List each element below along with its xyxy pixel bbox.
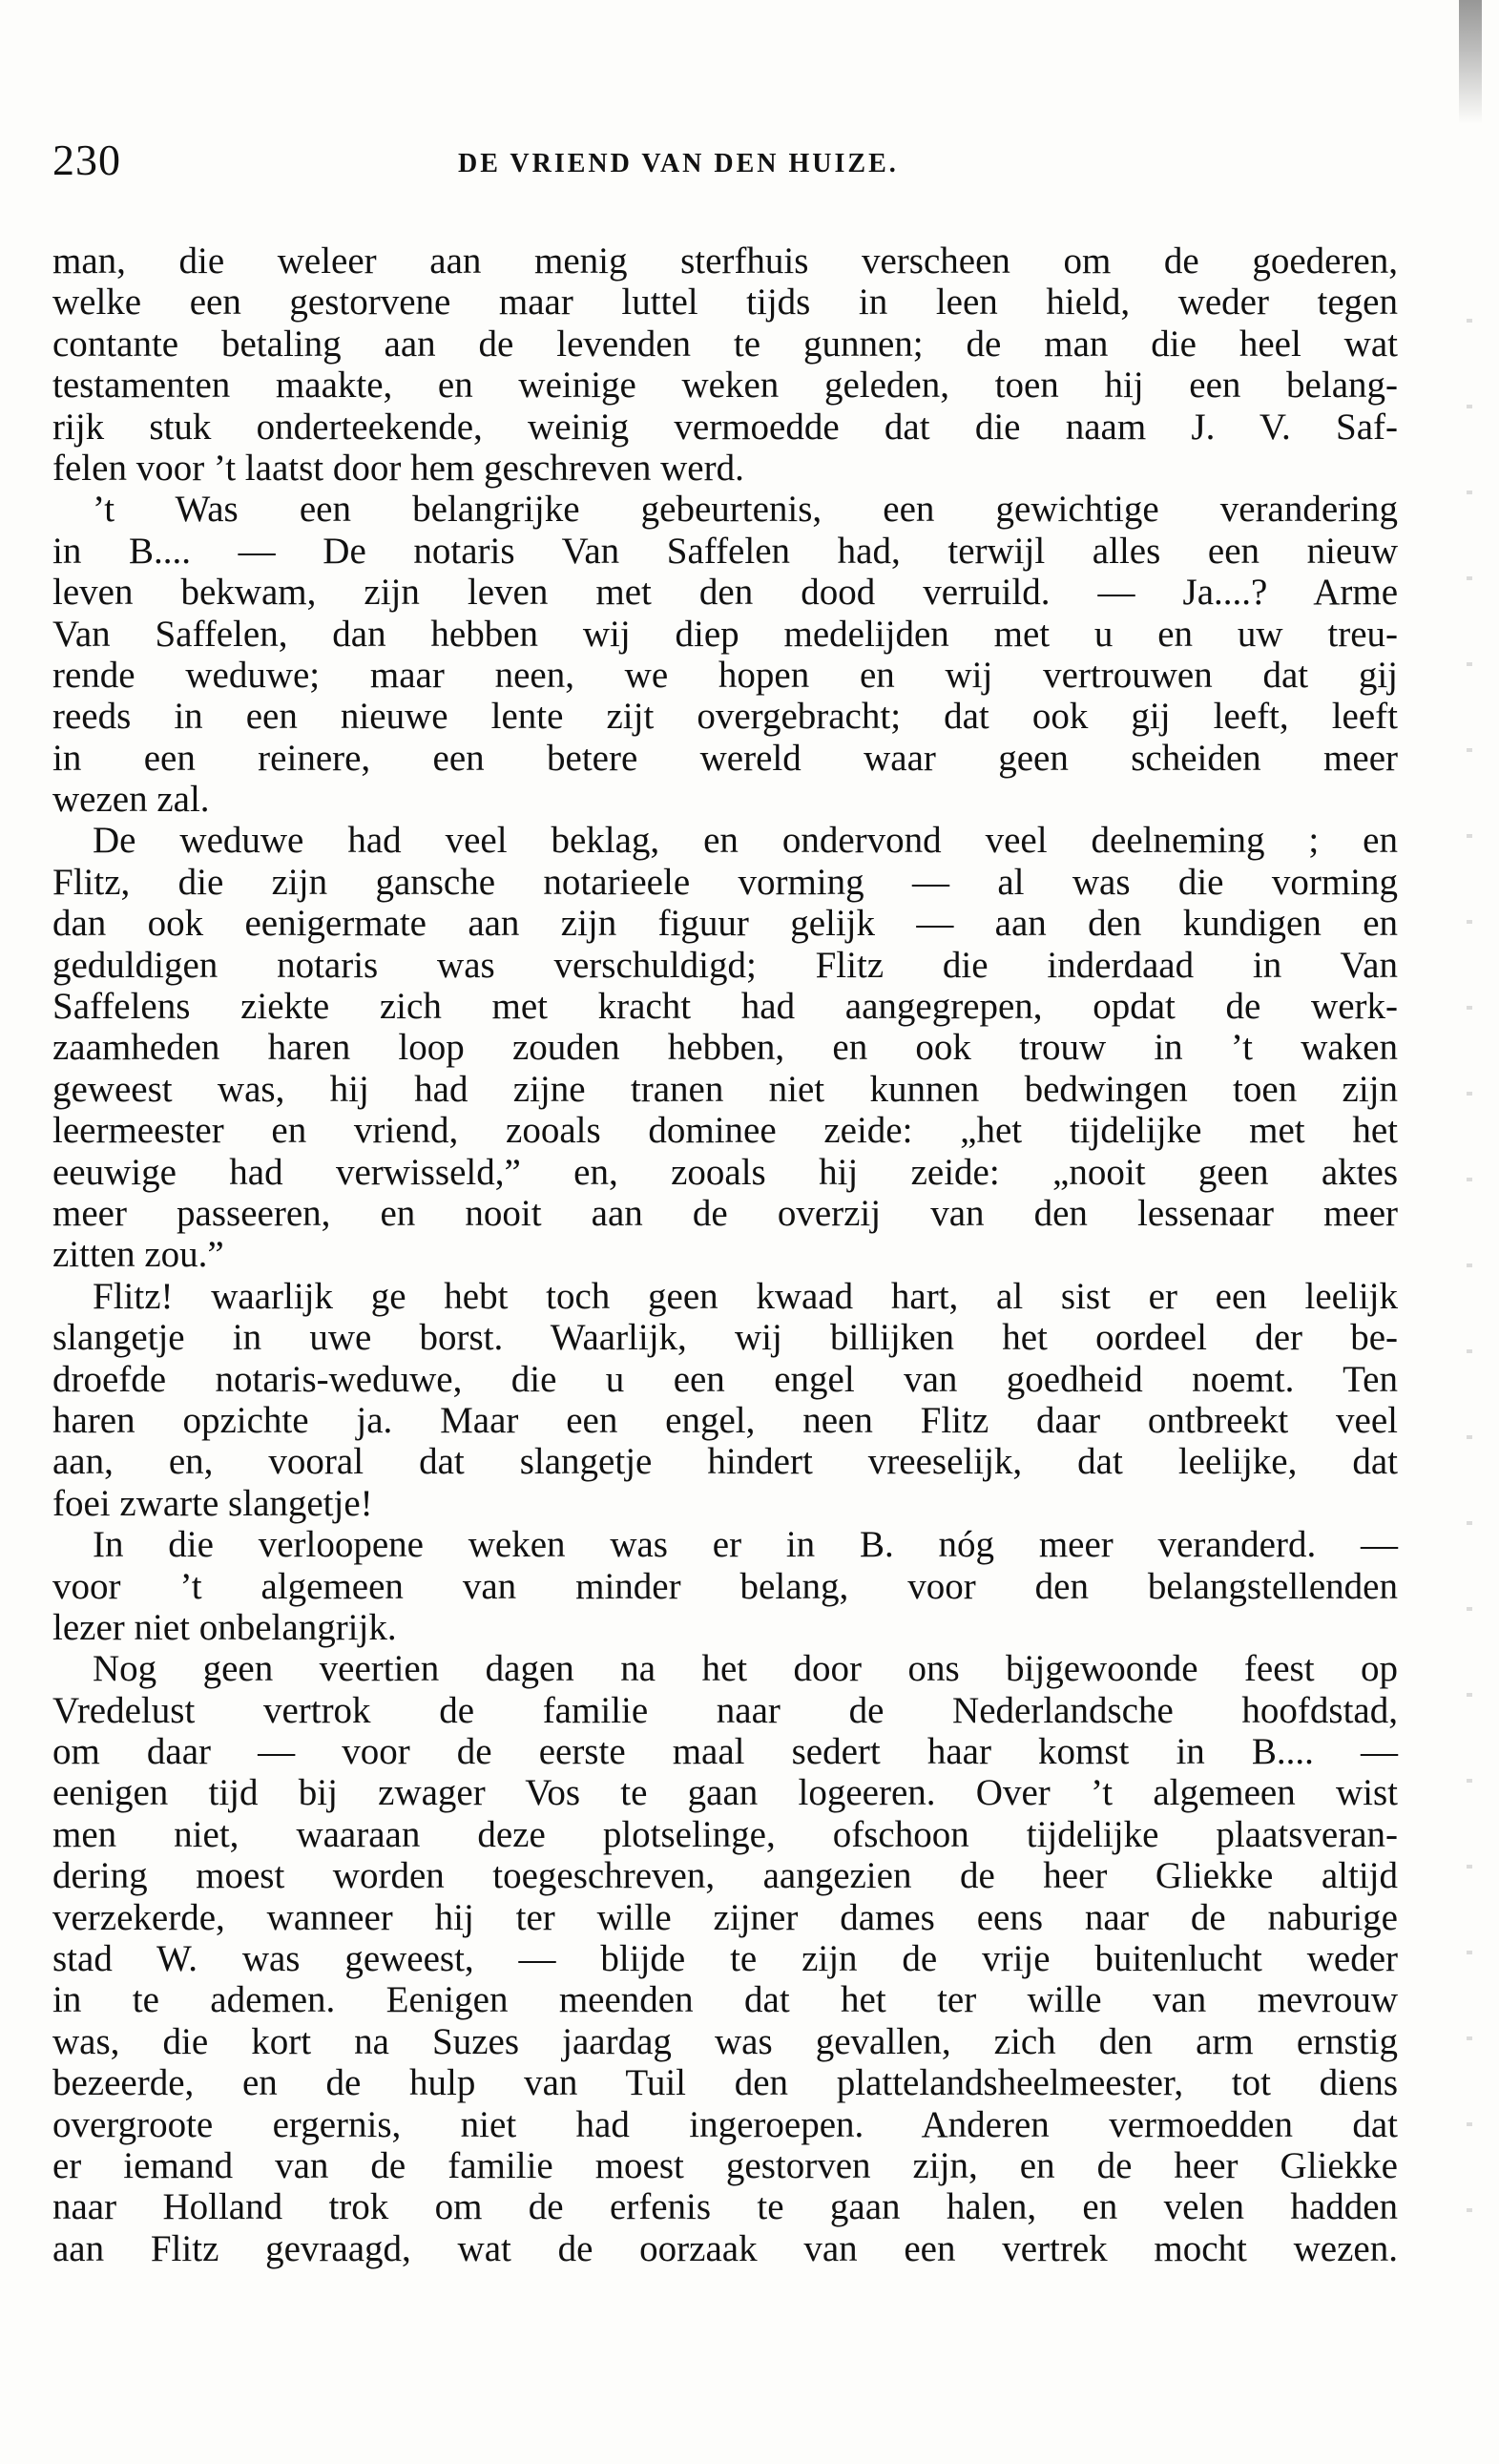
text-line: aan, en, vooral dat slangetje hindert vreeselijk, dat leelijke, dat: [52, 1441, 1398, 1483]
text-line: voor ’t algemeen van minder belang, voor den belangstellenden: [52, 1565, 1398, 1607]
text-line: aan Flitz gevraagd, wat de oorzaak van een vertrek mocht wezen.: [52, 2227, 1398, 2269]
text-line: dering moest worden toegeschreven, aangezien de heer Gliekke altijd: [52, 1855, 1398, 1897]
text-line: Flitz! waarlijk ge hebt toch geen kwaad hart, al sist er een leelijk: [93, 1275, 1398, 1317]
text-line: in een reinere, een betere wereld waar geen scheiden meer: [52, 737, 1398, 779]
text-line: in B.... — De notaris Van Saffelen had, terwijl alles een nieuw: [52, 530, 1398, 572]
text-line: geduldigen notaris was verschuldigd; Flitz die inderdaad in Van: [52, 944, 1398, 986]
text-line: slangetje in uwe borst. Waarlijk, wij billijken het oordeel der be-: [52, 1317, 1398, 1359]
text-line: Nog geen veertien dagen na het door ons bijgewoonde feest op: [93, 1648, 1398, 1690]
text-line: naar Holland trok om de erfenis te gaan halen, en velen hadden: [52, 2186, 1398, 2228]
text-line: eenigen tijd bij zwager Vos te gaan logeeren. Over ’t algemeen wist: [52, 1772, 1398, 1814]
text-line: Van Saffelen, dan hebben wij diep medelijden met u en uw treu-: [52, 613, 1398, 655]
text-line: Flitz, die zijn gansche notarieele vorming — al was die vorming: [52, 861, 1398, 903]
text-line: stad W. was geweest, — blijde te zijn de vrije buitenlucht weder: [52, 1938, 1398, 1980]
text-line: foei zwarte slangetje!: [52, 1482, 373, 1524]
page-edge-shadow: [1459, 0, 1482, 124]
text-line: reeds in een nieuwe lente zijt overgebracht; dat ook gij leeft, leeft: [52, 696, 1398, 738]
text-line: welke een gestorvene maar luttel tijds in leen hield, weder tegen: [52, 282, 1398, 324]
text-line: man, die weleer aan menig sterfhuis verscheen om de goederen,: [52, 240, 1398, 282]
page-number: 230: [52, 136, 121, 184]
text-line: meer passeeren, en nooit aan de overzij van den lessenaar meer: [52, 1192, 1398, 1234]
text-line: dan ook eenigermate aan zijn figuur gelijk — aan den kundigen en: [52, 903, 1398, 945]
text-line: haren opzichte ja. Maar een engel, neen Flitz daar ontbreekt veel: [52, 1399, 1398, 1441]
text-line: geweest was, hij had zijne tranen niet kunnen bedwingen toen zijn: [52, 1068, 1398, 1110]
text-line: contante betaling aan de levenden te gunnen; de man die heel wat: [52, 323, 1398, 365]
text-line: Vredelust vertrok de familie naar de Nederlandsche hoofdstad,: [52, 1689, 1398, 1731]
text-line: er iemand van de familie moest gestorven zijn, en de heer Gliekke: [52, 2144, 1398, 2186]
text-line: overgroote ergernis, niet had ingeroepen. Anderen vermoedden dat: [52, 2103, 1398, 2145]
text-line: lezer niet onbelangrijk.: [52, 1606, 397, 1648]
text-line: leermeester en vriend, zooals dominee zeide: „het tijdelijke met het: [52, 1110, 1398, 1152]
text-line: eeuwige had verwisseld,” en, zooals hij zeide: „nooit geen aktes: [52, 1151, 1398, 1193]
text-line: felen voor ’t laatst door hem geschreven werd.: [52, 447, 744, 489]
text-line: was, die kort na Suzes jaardag was gevallen, zich den arm ernstig: [52, 2020, 1398, 2062]
body-text: [52, 240, 1398, 2269]
text-line: rende weduwe; maar neen, we hopen en wij vertrouwen dat gij: [52, 654, 1398, 696]
text-line: zitten zou.”: [52, 1234, 224, 1276]
page-header: [52, 132, 1417, 189]
text-line: ’t Was een belangrijke gebeurtenis, een gewichtige verandering: [93, 489, 1398, 531]
page-edge-speckle: [1467, 286, 1472, 2290]
text-line: rijk stuk onderteekende, weinig vermoedde dat die naam J. V. Saf-: [52, 406, 1398, 448]
text-line: bezeerde, en de hulp van Tuil den plattelandsheelmeester, tot diens: [52, 2062, 1398, 2104]
text-line: In die verloopene weken was er in B. nóg meer veranderd. —: [93, 1524, 1398, 1566]
text-line: wezen zal.: [52, 779, 210, 821]
text-line: zaamheden haren loop zouden hebben, en ook trouw in ’t waken: [52, 1027, 1398, 1069]
running-title: DE VRIEND VAN DEN HUIZE.: [458, 149, 899, 178]
text-line: De weduwe had veel beklag, en ondervond veel deelneming ; en: [93, 820, 1398, 862]
text-line: leven bekwam, zijn leven met den dood verruild. — Ja....? Arme: [52, 572, 1398, 614]
text-line: Saffelens ziekte zich met kracht had aangegrepen, opdat de werk-: [52, 986, 1398, 1028]
text-line: testamenten maakte, en weinige weken geleden, toen hij een belang-: [52, 365, 1398, 407]
text-line: droefde notaris-weduwe, die u een engel van goedheid noemt. Ten: [52, 1358, 1398, 1400]
text-line: men niet, waaraan deze plotselinge, ofschoon tijdelijke plaatsveran-: [52, 1813, 1398, 1855]
text-line: verzekerde, wanneer hij ter wille zijner dames eens naar de naburige: [52, 1896, 1398, 1938]
text-line: in te ademen. Eenigen meenden dat het ter wille van mevrouw: [52, 1979, 1398, 2021]
text-line: om daar — voor de eerste maal sedert haar komst in B.... —: [52, 1731, 1398, 1773]
